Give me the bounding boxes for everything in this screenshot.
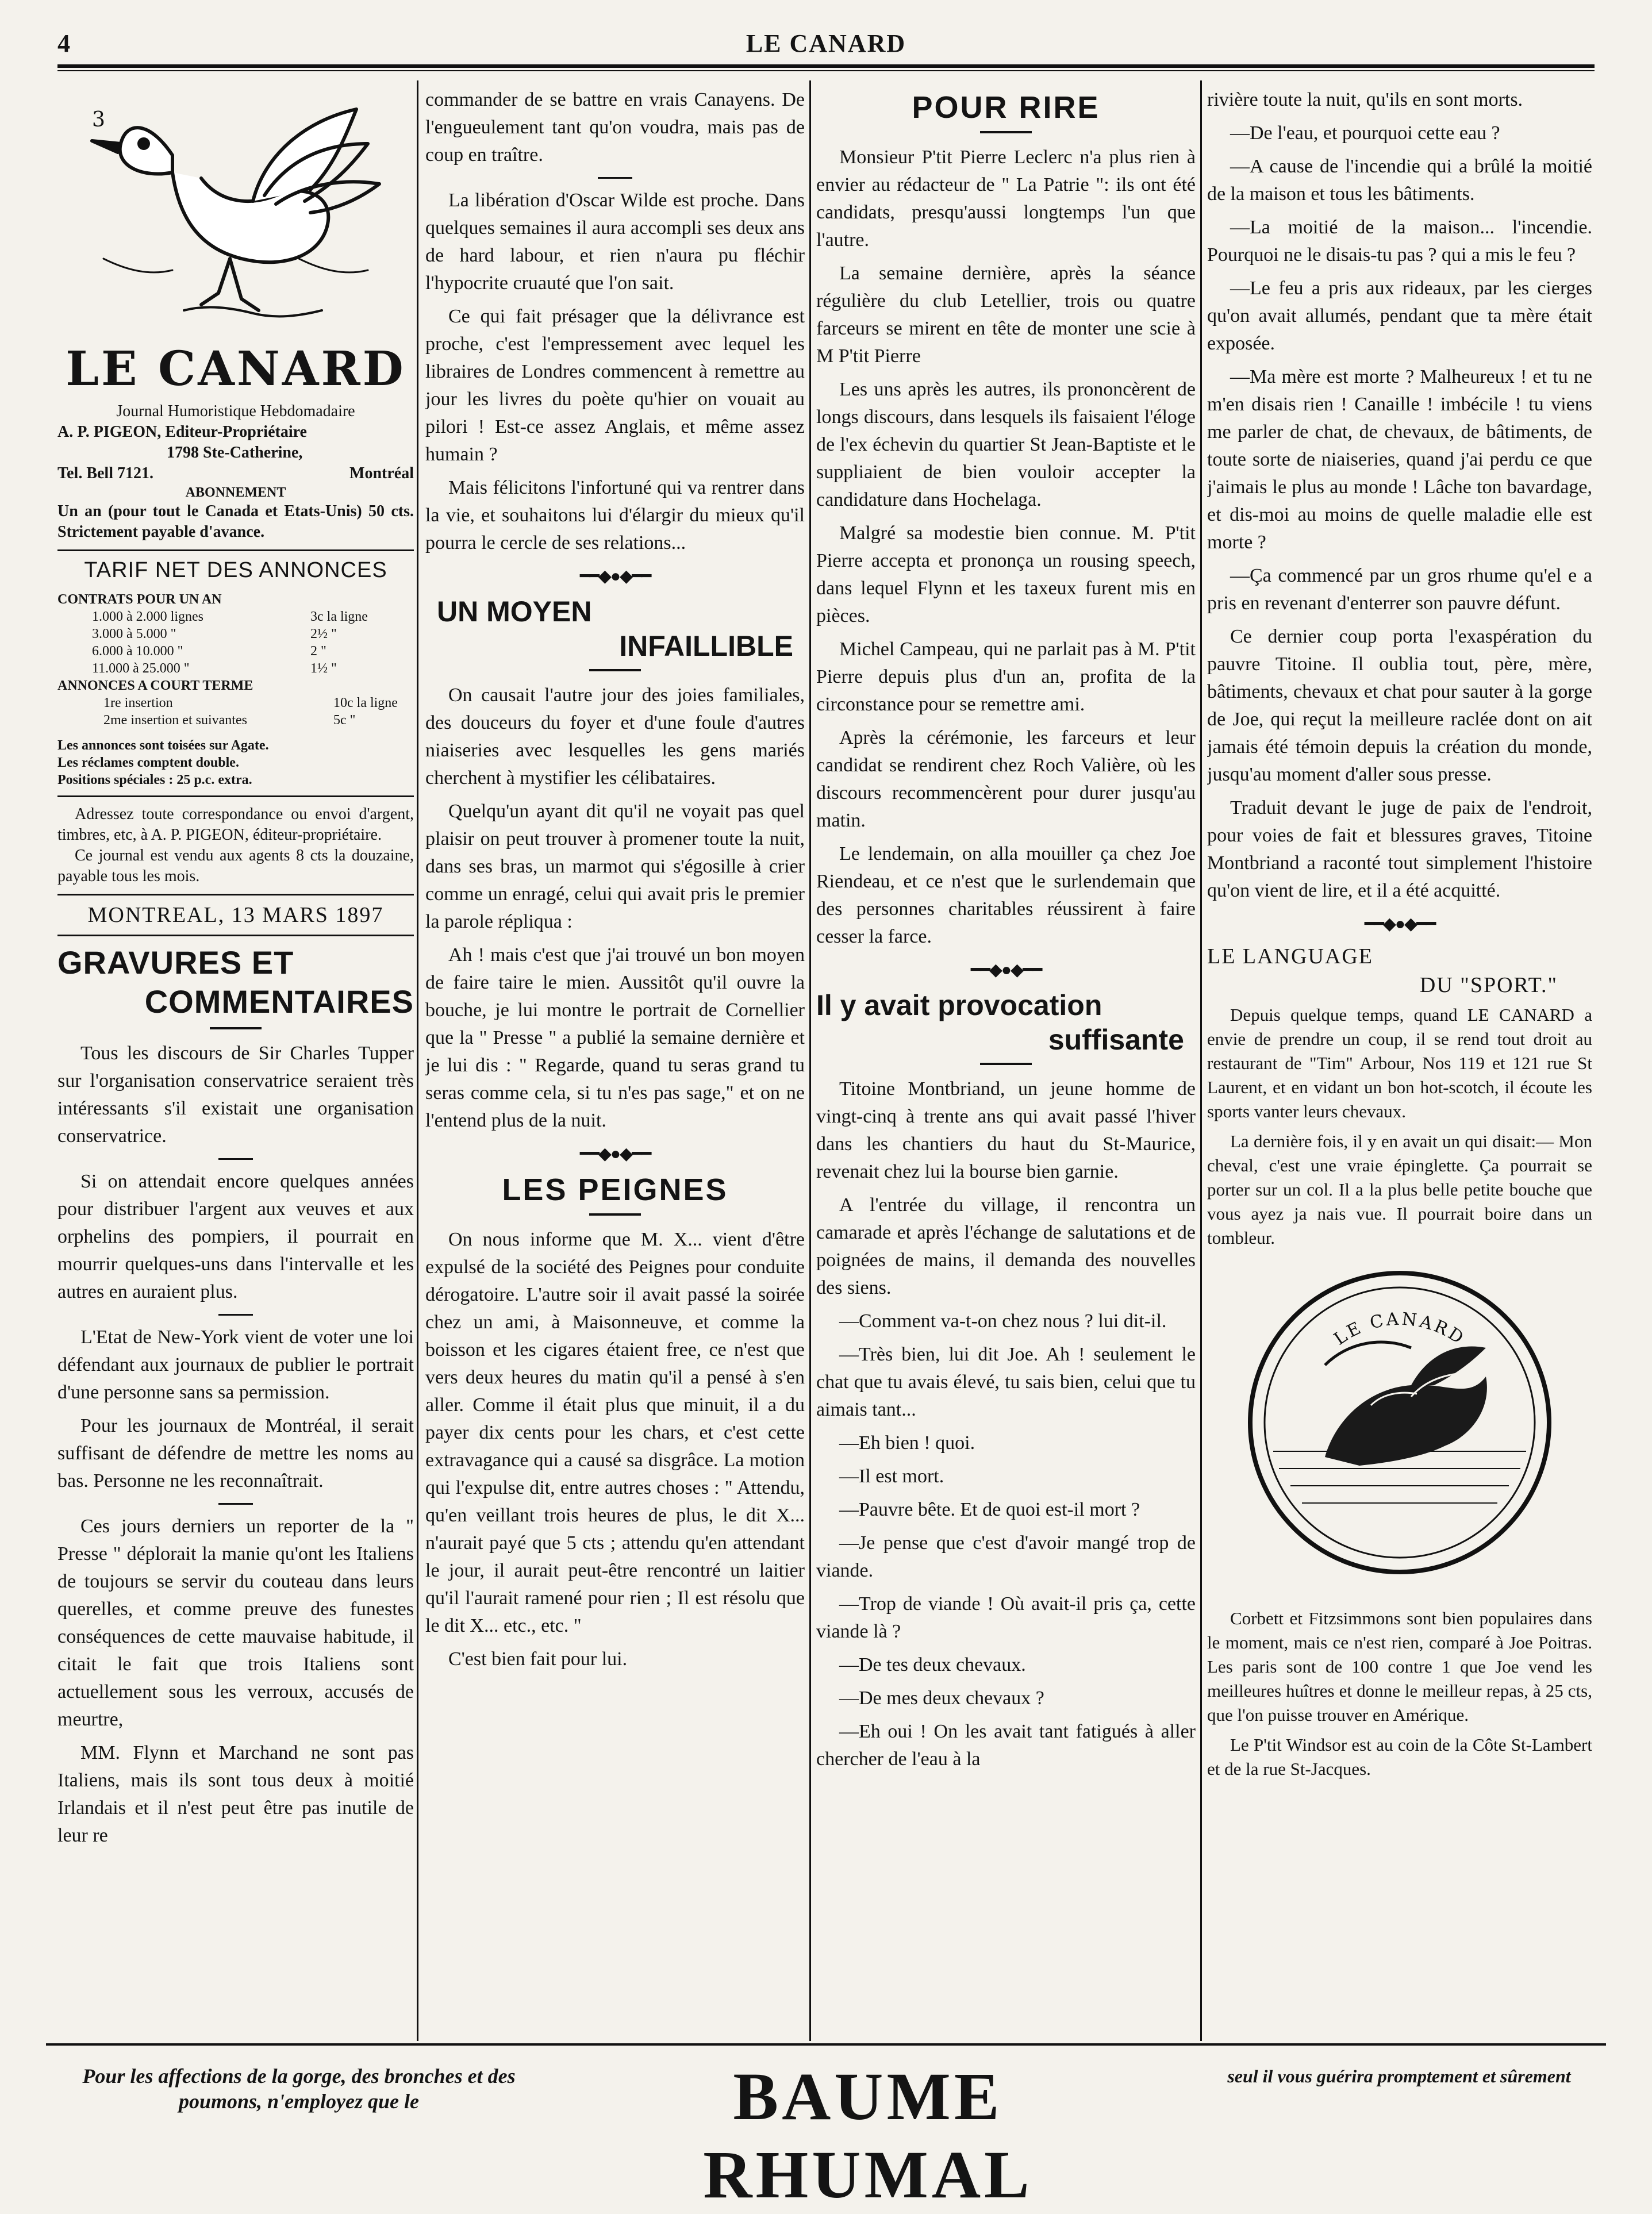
paragraph: Traduit devant le juge de paix de l'endroit, pour voies de fait et blessures graves, Titoine Montbriand a raconté tout simplement l'histoire qu'on vient de lire, et il a été acquitté. (1207, 797, 1592, 901)
paragraph: Ces jours derniers un reporter de la " Presse " déplorait la manie qu'ont les Italiens de toujours se servir du couteau dans leurs querelles, et comme preuve des funestes conséquences de cette mauvaise habitude, il citait le fait que trois Italiens sont actuellement sous les verroux, accusés de meurtre, (57, 1516, 414, 1730)
short-terms-title: ANNONCES A COURT TERME (57, 678, 253, 693)
section-heading-language (1207, 942, 1592, 1000)
heading-line: INFAILLIBLE (619, 630, 793, 662)
dash-separator (218, 1503, 253, 1505)
heading-line: LE LANGUAGE (1207, 944, 1374, 968)
heading-line: Il y avait provocation (816, 989, 1102, 1021)
dash-separator (210, 1027, 262, 1029)
heading-line: DU "SPORT." (1419, 973, 1558, 997)
column-3 (816, 86, 1196, 2047)
ornament-divider: ━━◆●◆━━ (579, 1144, 651, 1163)
paragraph: —Très bien, lui dit Joe. Ah ! seulement le chat que tu avais élevé, tu sais bien, celui que tu aimais tant... (816, 1344, 1196, 1420)
short-term-row: 2me insertion et suivantes 5c " (103, 713, 356, 728)
canard-emblem-icon (1239, 1262, 1561, 1583)
short-terms-table (57, 694, 414, 729)
paragraph: Malgré sa modestie bien connue. M. P'tit Pierre accepta et prononça un rousing speech, dans lequel Flynn et les taxeux furent mis en pièces. (816, 522, 1196, 626)
dash-separator (980, 131, 1032, 133)
contract-row: 11.000 à 25.000 " 1½ " (92, 661, 337, 676)
column-4 (1207, 86, 1592, 2047)
ad-notes (57, 737, 414, 789)
dash-separator (218, 1314, 253, 1316)
paragraph: —Il est mort. (839, 1466, 944, 1487)
ad-note: Les réclames comptent double. (57, 755, 239, 770)
paragraph: —La moitié de la maison... l'incendie. Pourquoi ne le disais-tu pas ? qui a mis le feu ? (1207, 217, 1592, 266)
paragraph: rivière toute la nuit, qu'ils en sont morts. (1207, 89, 1523, 110)
contracts-title: CONTRATS POUR UN AN (57, 592, 222, 607)
paragraph: On causait l'autre jour des joies familiales, des douceurs du foyer et d'une foule d'autres niaiseries avec lesquelles les gens mariés cherchent à mystifier les célibataires. (425, 685, 805, 789)
section-heading-provocation (816, 988, 1196, 1057)
duck-logo (57, 86, 414, 339)
dateline: MONTREAL, 13 MARS 1897 (87, 903, 384, 927)
section-heading-peignes: LES PEIGNES (502, 1173, 728, 1207)
ornament-divider: ━━◆●◆━━ (1364, 914, 1435, 933)
short-term-row: 1re insertion 10c la ligne (103, 695, 398, 710)
paragraph: commander de se battre en vrais Canayens. De l'engueulement tant qu'on voudra, mais pas de coup en traître. (425, 89, 805, 166)
paragraph: —Trop de viande ! Où avait-il pris ça, cette viande là ? (816, 1593, 1196, 1642)
paragraph: Depuis quelque temps, quand LE CANARD a envie de prendre un coup, il se rend tout droit au restaurant de "Tim" Arbour, Nos 119 et 121 rue St Laurent, et en vidant un bon hot-scotch, il écoute les sports vanter leurs chevaux. (1207, 1005, 1592, 1121)
masthead-tel: Tel. Bell 7121. (57, 464, 153, 482)
paragraph: —Comment va-t-on chez nous ? lui dit-il. (839, 1310, 1167, 1332)
divider (57, 549, 414, 551)
section-heading-gravures (57, 943, 414, 1021)
ad-right-text: seul il vous guérira promptement et sûrement (1227, 2066, 1571, 2086)
column-1 (57, 86, 414, 2047)
section-heading-pour-rire: POUR RIRE (912, 90, 1100, 125)
heading-line: COMMENTAIRES (144, 983, 414, 1020)
paragraph: Pour les journaux de Montréal, il serait suffisant de défendre de mettre les noms au bas. Personne ne les reconnaîtrait. (57, 1415, 414, 1492)
paragraph: A l'entrée du village, il rencontra un camarade et après l'échange de salutations et de poignées de mains, il demanda des nouvelles des siens. (816, 1194, 1196, 1298)
heading-line: suffisante (1048, 1024, 1184, 1056)
paragraph: L'Etat de New-York vient de voter une loi défendant aux journaux de publier le portrait d'une personne sans sa permission. (57, 1327, 414, 1403)
masthead-address: 1798 Ste-Catherine, (167, 444, 303, 462)
masthead-subtitle: Journal Humoristique Hebdomadaire (116, 402, 355, 420)
ornament-divider: ━━◆●◆━━ (579, 567, 651, 586)
column-2 (425, 86, 805, 2047)
contract-row: 1.000 à 2.000 lignes 3c la ligne (92, 609, 368, 624)
masthead-name: LE CANARD (66, 341, 406, 397)
paragraph: Titoine Montbriand, un jeune homme de vingt-cinq à trente ans qui avait passé l'hiver dans les chantiers du haut du St-Maurice, revenait chez lui la bourse bien garnie. (816, 1078, 1196, 1182)
svg-text:3: 3 (92, 108, 105, 132)
paragraph: Après la cérémonie, les farceurs et leur candidat se rendirent chez Roch Valière, où les discours recommencèrent pour durer jusqu'au matin. (816, 727, 1196, 831)
dash-separator (589, 1213, 641, 1216)
divider (57, 795, 414, 797)
paragraph: Quelqu'un ayant dit qu'il ne voyait pas quel plaisir on peut trouver à promener toute la nuit, dans ses bras, un marmot qui s'égosille à crier comme un enragé, celui qui avait pris le premier la parole répliqua : (425, 801, 805, 932)
masthead-publisher: A. P. PIGEON, Editeur-Propriétaire (57, 423, 307, 441)
column-rule (1200, 80, 1202, 2041)
paragraph: Tous les discours de Sir Charles Tupper sur l'organisation conservatrice seraient très intéressants s'il existait une organisation conservatrice. (57, 1043, 414, 1147)
paragraph: Mais félicitons l'infortuné qui va rentrer dans la vie, et souhaitons lui d'élargir du mieux qu'il pourra le cercle de ses relations... (425, 477, 805, 554)
paragraph: —De tes deux chevaux. (839, 1654, 1026, 1675)
paragraph: Ce qui fait présager que la délivrance est proche, c'est l'empressement avec lequel les libraires de Londres commencent à remettre au jour les livres du poète qu'hier on vouait au pilori ! Est-ce assez Anglais, et même assez humain ? (425, 306, 805, 465)
paragraph: La dernière fois, il y en avait un qui disait:— Mon cheval, c'est une vraie épinglette. Ça pourrait se porter sur un col. Il a la plus belle petite bouche que vous ayez ja nais vue. Il pourrait boire dans un tombleur. (1207, 1131, 1592, 1248)
paragraph: Monsieur P'tit Pierre Leclerc n'a plus rien à envier au rédacteur de " La Patrie ": ils ont été candidats, presqu'aussi longtemps l'un que l'autre. (816, 147, 1196, 251)
paragraph: —A cause de l'incendie qui a brûlé la moitié de la maison et tous les bâtiments. (1207, 156, 1592, 205)
paragraph: —De mes deux chevaux ? (839, 1688, 1044, 1709)
masthead-contact (57, 463, 414, 484)
heading-line: GRAVURES ET (57, 944, 294, 981)
tarif-title: TARIF NET DES ANNONCES (84, 558, 387, 582)
column-rule (809, 80, 811, 2041)
paragraph: Le P'tit Windsor est au coin de la Côte St-Lambert et de la rue St-Jacques. (1207, 1735, 1592, 1779)
paragraph: —Le feu a pris aux rideaux, par les cierges qu'on avait allumés, pendant que ta mère était exposée. (1207, 278, 1592, 354)
paragraph: Corbett et Fitzsimmons sont bien populaires dans le moment, mais ce n'est rien, comparé à Joe Poitras. Les paris sont de 100 contre 1 que Joe vend les meilleures huîtres et donne le meilleur repas, à 25 cts, que l'on puisse trouver en Amérique. (1207, 1608, 1592, 1725)
paragraph: Ah ! mais c'est que j'ai trouvé un bon moyen de faire taire le mien. Aussitôt qu'il ouvre la bouche, je lui montre le portrait de Cornellier que la " Presse " a publié la semaine dernière et je lui dis : " Regarde, quand tu seras grand tu seras comme cela, si tu n'es pas sage," et on ne l'entend plus de la nuit. (425, 944, 805, 1131)
ad-rule (46, 2043, 1606, 2046)
paragraph: La libération d'Oscar Wilde est proche. Dans quelques semaines il aura accompli ses deux ans de hard labour, et rien n'aura pu fléchir l'hypocrite cruauté que l'on sait. (425, 190, 805, 294)
divider (57, 935, 414, 936)
dash-separator (589, 669, 641, 671)
divider (57, 894, 414, 895)
running-title: LE CANARD (746, 29, 906, 57)
paragraph: On nous informe que M. X... vient d'être expulsé de la société des Peignes pour conduite dérogatoire. L'autre soir il avait passé la soirée chez un ami, à Maisonneuve, et comme la boisson et les cigares étaient free, ce n'est que vers deux heures du matin qu'il a pensé à s'en aller. Comme il était plus que minuit, il a du payer dix cents pour les chars, et c'est cette extravagance qui a causé sa disgrâce. La motion qui l'expulse dit, entre autres choses : " Attendu, qu'en veillant trois heures de plus, le dit X... n'aurait payé que 5 cts ; attendu qu'en attendant le jour, il aurait peut-être rencontré un laitier qu'il l'aurait ramené pour rien ; Il est résolu que le dit X... etc., etc. " (425, 1229, 805, 1636)
paragraph: Michel Campeau, qui ne parlait pas à M. P'tit Pierre depuis plus d'un an, profita de la circonstance pour se remettre ami. (816, 639, 1196, 715)
paragraph: —Eh bien ! quoi. (839, 1432, 975, 1454)
subscription-text: Un an (pour tout le Canada et Etats-Unis) 50 cts. Strictement payable d'avance. (57, 502, 414, 541)
heading-line: UN MOYEN (437, 595, 592, 628)
address-note: Adressez toute correspondance ou envoi d'argent, timbres, etc, à A. P. PIGEON, éditeur-propriétaire. (57, 805, 414, 844)
ad-note: Les annonces sont toisées sur Agate. (57, 738, 269, 753)
baume-rhumal-ad (46, 2052, 1606, 2212)
dash-separator (980, 1063, 1032, 1065)
dash-separator (218, 1158, 253, 1160)
dash-separator (598, 177, 632, 179)
ad-left-text: Pour les affections de la gorge, des bronches et des poumons, n'employez que le (82, 2065, 516, 2113)
paragraph: Ce dernier coup porta l'exaspération du pauvre Titoine. Il oublia tout, père, mère, bâtiments, chevaux et chat pour sauter à la gorge de Joe, qui reçut la meilleure raclée dont on ait jamais été témoin depuis la création du monde, jusqu'au moment d'aller sous presse. (1207, 626, 1592, 785)
paragraph: —Eh oui ! On les avait tant fatigués à aller chercher de l'eau à la (816, 1721, 1196, 1770)
ad-brand: BAUME RHUMAL (703, 2059, 1033, 2212)
duck-logo-icon (57, 86, 414, 339)
page-number: 4 (57, 29, 70, 57)
top-rule (57, 64, 1595, 68)
ornament-divider: ━━◆●◆━━ (970, 960, 1042, 979)
masthead-city: Montréal (349, 464, 414, 482)
paragraph: —Je pense que c'est d'avoir mangé trop de viande. (816, 1532, 1196, 1581)
paragraph: Les uns après les autres, ils prononcèrent de longs discours, dans lesquels ils faisaient l'éloge de l'ex échevin du quartier St Jean-Baptiste et le suppliaient de bien vouloir accepter la candidature dans Hochelaga. (816, 379, 1196, 510)
paragraph: Le lendemain, on alla mouiller ça chez Joe Riendeau, et ce n'est que le surlendemain que des personnes charitables réussirent à faire cesser la farce. (816, 843, 1196, 947)
paragraph: MM. Flynn et Marchand ne sont pas Italiens, mais ils sont tous deux à moitié Irlandais et il n'est peut être pas inutile de leur re (57, 1742, 414, 1846)
contracts-table (57, 608, 414, 677)
paragraph: C'est bien fait pour lui. (448, 1648, 628, 1670)
contract-row: 3.000 à 5.000 " 2½ " (92, 626, 337, 641)
section-heading-moyen (425, 594, 805, 663)
paragraph: —Ça commencé par un gros rhume qu'el e a pris en revenant d'enterrer son pauvre défunt. (1207, 565, 1592, 614)
top-rule-thin (57, 70, 1595, 71)
paragraph: —Pauvre bête. Et de quoi est-il mort ? (839, 1499, 1140, 1520)
paragraph: La semaine dernière, après la séance régulière du club Letellier, trois ou quatre farceurs se mirent en tête de monter une scie à M P'tit Pierre (816, 263, 1196, 367)
emblem-text: LE CANARD (1330, 1309, 1469, 1350)
paragraph: Si on attendait encore quelques années pour distribuer l'argent aux veuves et aux orphelins des pompiers, il pourrait en mourrir quelques-uns dans l'intervalle et les autres en auraient plus. (57, 1171, 414, 1302)
contract-row: 6.000 à 10.000 " 2 " (92, 644, 326, 659)
ad-note: Positions spéciales : 25 p.c. extra. (57, 772, 252, 787)
paragraph: —Ma mère est morte ? Malheureux ! et tu ne m'en disais rien ! Canaille ! imbécile ! tu viens me parler de chat, de chevaux, de bâtiments, de toute sorte de niaiseries, quand j'ai perdu ce que j'aimais le plus au monde ! Lâche ton bavardage, et dis-moi au moins de quelle maladie elle est morte ? (1207, 366, 1592, 553)
paragraph: —De l'eau, et pourquoi cette eau ? (1230, 122, 1500, 144)
column-rule (417, 80, 418, 2041)
subscription-title: ABONNEMENT (185, 485, 286, 500)
sale-note: Ce journal est vendu aux agents 8 cts la douzaine, payable tous les mois. (57, 847, 414, 885)
